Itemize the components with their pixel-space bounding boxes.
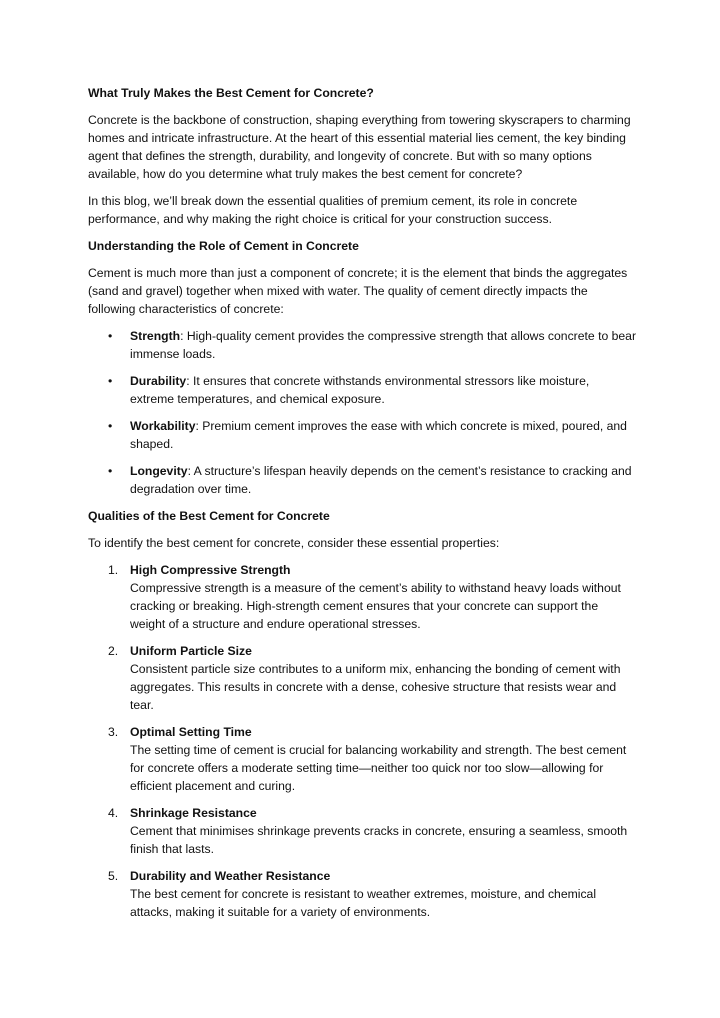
list-item-body: The setting time of cement is crucial for balancing workability and strength. The best cement for concrete offers a moderate setting time—neither too quick nor too slow—allowing for efficient placement and curing. [130, 743, 627, 793]
characteristics-list [88, 327, 636, 498]
list-item-term: Longevity [130, 464, 188, 478]
bullet-icon: • [108, 329, 113, 343]
list-item [88, 804, 636, 858]
section-role-paragraph: Cement is much more than just a component of concrete; it is the element that binds the aggregates (sand and gravel) together when mixed with water. The quality of cement directly impacts the following characteristics of concrete: [88, 266, 628, 316]
list-item-body: The best cement for concrete is resistant to weather extremes, moisture, and chemical attacks, making it suitable for a variety of environments. [130, 887, 597, 919]
list-item-title: Optimal Setting Time [130, 725, 252, 739]
list-item-number: 4. [108, 806, 119, 820]
list-item [88, 327, 636, 363]
list-item-number: 5. [108, 869, 119, 883]
list-item-term: Durability [130, 374, 187, 388]
document-page [88, 84, 636, 930]
document-title: What Truly Makes the Best Cement for Concrete? [88, 86, 374, 100]
list-item [88, 642, 636, 714]
section-heading-qualities: Qualities of the Best Cement for Concrete [88, 509, 330, 523]
list-item-term: Strength [130, 329, 181, 343]
list-item [88, 723, 636, 795]
intro-paragraph-1: Concrete is the backbone of construction, shaping everything from towering skyscrapers to charming homes and intricate infrastructure. At the heart of this essential material lies cement, the key binding agent that defines the strength, durability, and longevity of concrete. But with so many options available, how do you determine what truly makes the best cement for concrete? [88, 113, 631, 181]
bullet-icon: • [108, 374, 113, 388]
list-item-title: High Compressive Strength [130, 563, 291, 577]
list-item-number: 1. [108, 563, 119, 577]
bullet-icon: • [108, 419, 113, 433]
list-item [88, 417, 636, 453]
list-item-text: : It ensures that concrete withstands environmental stressors like moisture, extreme temperatures, and chemical exposure. [130, 374, 590, 406]
list-item-text: : A structure’s lifespan heavily depends on the cement’s resistance to cracking and degradation over time. [130, 464, 632, 496]
qualities-list [88, 561, 636, 921]
list-item-number: 2. [108, 644, 119, 658]
list-item-number: 3. [108, 725, 119, 739]
list-item-text: : Premium cement improves the ease with which concrete is mixed, poured, and shaped. [130, 419, 627, 451]
list-item [88, 372, 636, 408]
list-item [88, 867, 636, 921]
section-qualities-paragraph: To identify the best cement for concrete, consider these essential properties: [88, 536, 500, 550]
list-item-title: Uniform Particle Size [130, 644, 252, 658]
list-item-body: Compressive strength is a measure of the cement’s ability to withstand heavy loads without cracking or breaking. High-strength cement ensures that your concrete can support the weight of a structure and endure operational stresses. [130, 581, 621, 631]
list-item-text: : High-quality cement provides the compressive strength that allows concrete to bear immense loads. [130, 329, 637, 361]
intro-paragraph-2: In this blog, we’ll break down the essential qualities of premium cement, its role in concrete performance, and why making the right choice is critical for your construction success. [88, 194, 578, 226]
list-item-term: Workability [130, 419, 196, 433]
list-item-title: Shrinkage Resistance [130, 806, 257, 820]
list-item-body: Consistent particle size contributes to a uniform mix, enhancing the bonding of cement with aggregates. This results in concrete with a dense, cohesive structure that resists wear and tear. [130, 662, 621, 712]
section-heading-role: Understanding the Role of Cement in Concrete [88, 239, 359, 253]
list-item-body: Cement that minimises shrinkage prevents cracks in concrete, ensuring a seamless, smooth finish that lasts. [130, 824, 628, 856]
list-item [88, 462, 636, 498]
list-item [88, 561, 636, 633]
bullet-icon: • [108, 464, 113, 478]
list-item-title: Durability and Weather Resistance [130, 869, 331, 883]
